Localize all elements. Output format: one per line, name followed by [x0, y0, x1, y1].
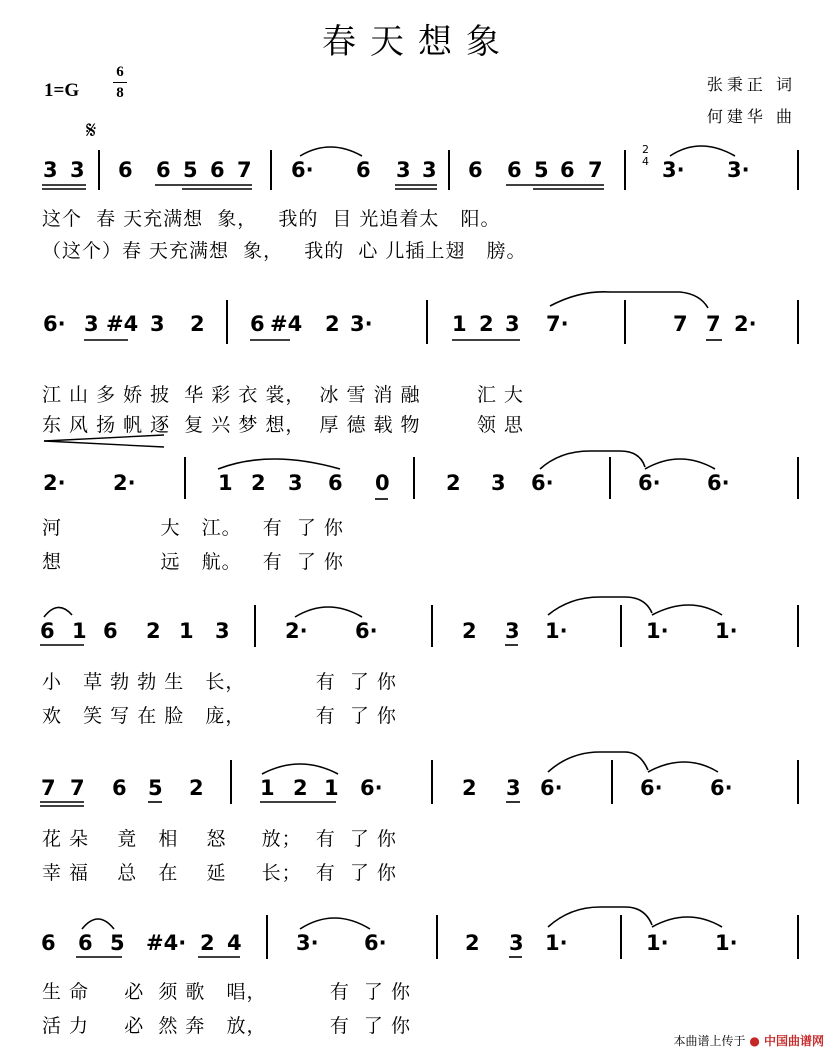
note: 3·: [296, 931, 319, 955]
note: 6·: [638, 471, 661, 495]
time-signature: [113, 62, 127, 103]
note: 2·: [285, 619, 308, 643]
note: 6: [507, 158, 522, 182]
note: 6·: [540, 776, 563, 800]
note: 7: [588, 158, 603, 182]
note: 5: [110, 931, 125, 955]
time-change-bottom: 4: [642, 155, 649, 168]
note: 1·: [715, 619, 738, 643]
note: 2: [190, 312, 205, 336]
score-line-2: [0, 300, 836, 440]
note: 1·: [545, 619, 568, 643]
lyric-verse-2: 幸 福 总 在 延 长； 有 了 你: [42, 862, 397, 884]
note: 6: [41, 931, 56, 955]
note: 2·: [43, 471, 66, 495]
note: 6·: [355, 619, 378, 643]
score-line-4: [0, 605, 836, 745]
note: 6: [210, 158, 225, 182]
slurs-and-beams: [0, 915, 836, 975]
composer: 何建华 曲: [706, 107, 796, 126]
note: 3: [150, 312, 165, 336]
note: 6: [40, 619, 55, 643]
lyric-verse-1: 生 命 必 须 歌 唱， 有 了 你: [42, 981, 411, 1003]
note: 3·: [350, 312, 373, 336]
note: 5: [183, 158, 198, 182]
note: 7·: [546, 312, 569, 336]
note: 6·: [640, 776, 663, 800]
note: 7: [706, 312, 721, 336]
note: 3: [288, 471, 303, 495]
score-line-3: [0, 455, 836, 595]
note: 2: [479, 312, 494, 336]
lyric-verse-2: 欢 笑 写 在 脸 庞， 有 了 你: [42, 705, 397, 727]
time-change-top: 2: [642, 143, 649, 156]
lyric-verse-1: 小 草 勃 勃 生 长， 有 了 你: [42, 671, 397, 693]
note: 3: [422, 158, 437, 182]
segno-sign: 𝄋: [86, 116, 97, 144]
note: 7: [237, 158, 252, 182]
score-line-5: [0, 760, 836, 900]
lyric-verse-2: 活 力 必 然 奔 放， 有 了 你: [42, 1015, 411, 1037]
note: 2: [293, 776, 308, 800]
note: 7: [70, 776, 85, 800]
note: 4: [227, 931, 242, 955]
note: 1: [218, 471, 233, 495]
note: 6: [78, 931, 93, 955]
note: 2: [251, 471, 266, 495]
note: 6·: [364, 931, 387, 955]
note: #4·: [146, 931, 187, 955]
slurs-and-beams: [0, 760, 836, 820]
note: 6: [468, 158, 483, 182]
note: 6: [560, 158, 575, 182]
note: 3: [43, 158, 58, 182]
slurs-and-beams: [0, 150, 836, 210]
note: 5: [534, 158, 549, 182]
note: 3: [509, 931, 524, 955]
note: 3: [505, 619, 520, 643]
lyric-verse-1: 江 山 多 娇 披 华 彩 衣 裳， 冰 雪 消 融 汇 大: [42, 384, 524, 406]
note: 2: [200, 931, 215, 955]
key-signature: 1=G: [44, 80, 80, 101]
note: 7: [41, 776, 56, 800]
note: 3·: [727, 158, 750, 182]
note: 3·: [662, 158, 685, 182]
note: 6·: [291, 158, 314, 182]
score-line-1: [0, 150, 836, 300]
note: 5: [148, 776, 163, 800]
meter-bottom: 8: [116, 85, 124, 101]
note: 2: [465, 931, 480, 955]
lyricist: 张秉正 词: [706, 75, 796, 94]
meter-top: 6: [113, 62, 127, 83]
note: 6·: [360, 776, 383, 800]
site-logo[interactable]: ● 中国曲谱网: [749, 1034, 824, 1048]
slurs-and-beams: [0, 455, 836, 515]
note: 6: [328, 471, 343, 495]
footer-text: 本曲谱上传于: [673, 1034, 746, 1048]
lyric-verse-2: 东 风 扬 帆 逐 复 兴 梦 想， 厚 德 载 物 领 思: [42, 414, 524, 436]
note: 6·: [531, 471, 554, 495]
note: 1·: [715, 931, 738, 955]
note: 7: [673, 312, 688, 336]
note: 6: [112, 776, 127, 800]
note: 2·: [734, 312, 757, 336]
note: 0: [375, 471, 390, 495]
note: #4: [106, 312, 139, 336]
note: 1: [179, 619, 194, 643]
note: 1: [452, 312, 467, 336]
note: 1: [72, 619, 87, 643]
site-name: 中国曲谱网: [763, 1034, 824, 1048]
note: 3: [215, 619, 230, 643]
lyric-verse-2: （这个）春 天充满想 象， 我的 心 儿插上翅 膀。: [42, 240, 527, 262]
note: #4: [270, 312, 303, 336]
lyric-verse-1: 这个 春 天充满想 象， 我的 目 光追着太 阳。: [42, 208, 501, 230]
note: 6: [156, 158, 171, 182]
note: 6: [103, 619, 118, 643]
note: 3: [506, 776, 521, 800]
note: 6·: [710, 776, 733, 800]
note: 2: [189, 776, 204, 800]
note: 6·: [707, 471, 730, 495]
note: 6: [118, 158, 133, 182]
note: 6: [356, 158, 371, 182]
note: 3: [70, 158, 85, 182]
note: 1: [260, 776, 275, 800]
footer-credit: [673, 1032, 824, 1049]
note: 1·: [545, 931, 568, 955]
note: 1: [324, 776, 339, 800]
note: 3: [396, 158, 411, 182]
note: 1·: [646, 619, 669, 643]
lyric-verse-2: 想 远 航。 有 了 你: [42, 551, 344, 573]
note: 2: [325, 312, 340, 336]
note: 6: [250, 312, 265, 336]
score-title: 春天想象: [322, 22, 514, 62]
slurs-and-beams: [0, 300, 836, 360]
note: 2·: [113, 471, 136, 495]
lyric-verse-1: 花 朵 竟 相 怒 放； 有 了 你: [42, 828, 397, 850]
note: 3: [84, 312, 99, 336]
note: 3: [505, 312, 520, 336]
note: 6·: [43, 312, 66, 336]
note: 1·: [646, 931, 669, 955]
note: 2: [462, 619, 477, 643]
slurs-and-beams: [0, 605, 836, 665]
note: 2: [146, 619, 161, 643]
note: 2: [446, 471, 461, 495]
note: 3: [491, 471, 506, 495]
note: 2: [462, 776, 477, 800]
lyric-verse-1: 河 大 江。 有 了 你: [42, 517, 344, 539]
